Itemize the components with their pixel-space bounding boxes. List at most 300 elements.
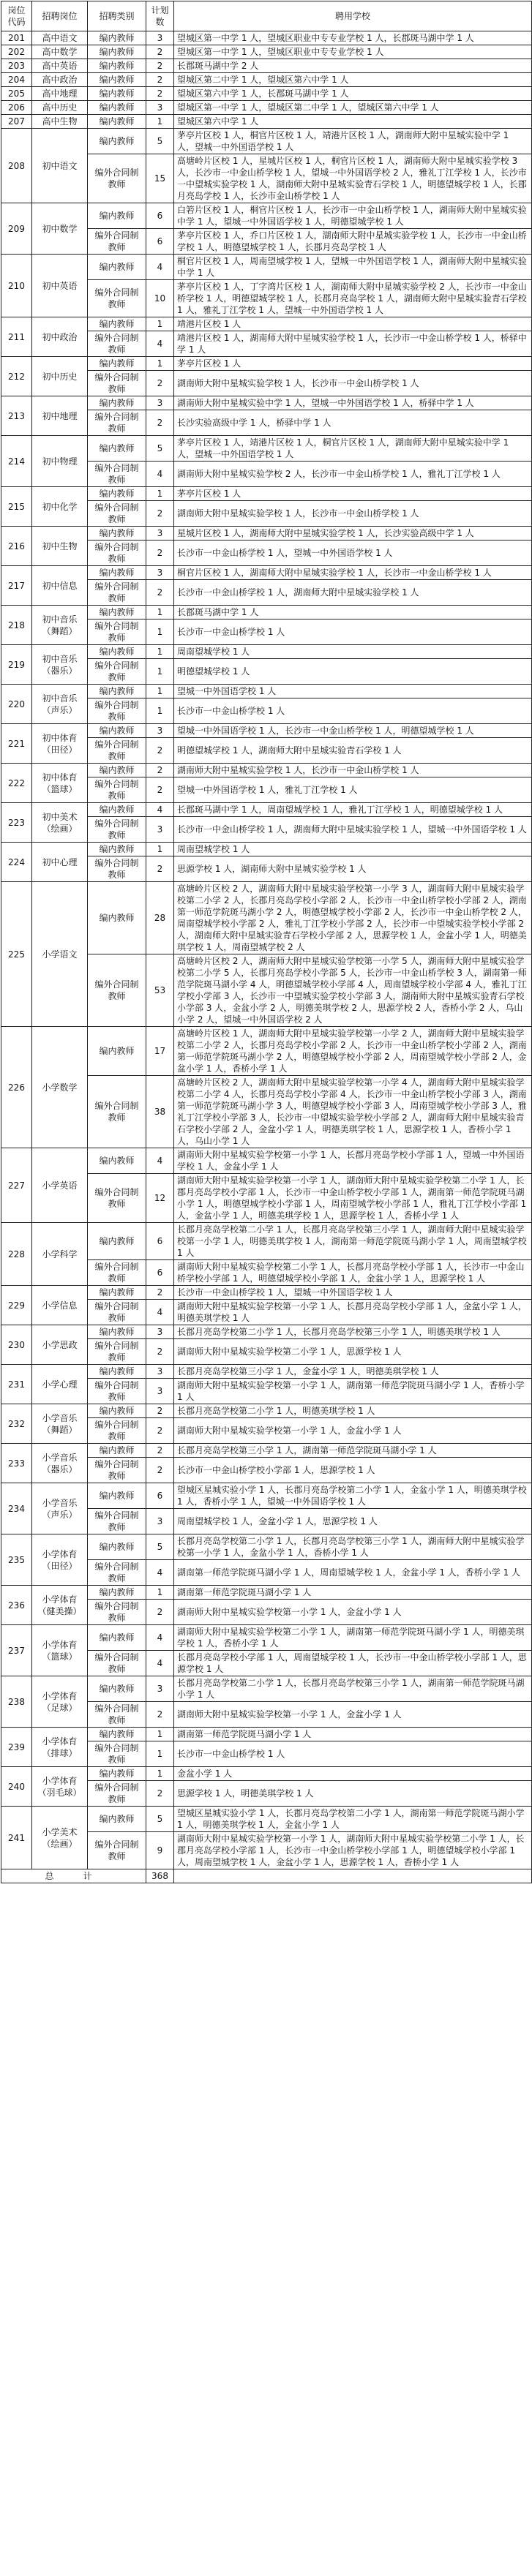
schools-cell: 湖南师大附中星城实验学校第一小学 1 人，湖南师大附中星城实验学校第二小学 1 人，长郡月亮岛学校小学部 1 人，长沙市一中金山桥学校小学部 1 人，明德望城学校小学部 1 人，周南望城学校 1 人，金盆小学 1 人，思源学校 1 人，香桥小学 1 人 — [174, 1832, 532, 1869]
schools-cell: 长郡月亮岛学校第三小学 1 人，金盆小学 1 人，明德美琪学校 1 人 — [174, 1365, 532, 1379]
category-cell: 编内教师 — [88, 87, 146, 101]
post-code-cell: 228 — [1, 1223, 32, 1286]
category-cell: 编内教师 — [88, 1444, 146, 1458]
post-code-cell: 223 — [1, 803, 32, 843]
plan-count-cell: 1 — [146, 1586, 174, 1600]
plan-count-cell: 1 — [146, 659, 174, 685]
category-cell: 编外合同制教师 — [88, 280, 146, 317]
plan-count-cell: 17 — [146, 1027, 174, 1076]
post-code-cell: 237 — [1, 1625, 32, 1676]
post-name-cell: 初中英语 — [32, 255, 88, 317]
plan-count-cell: 2 — [146, 764, 174, 777]
post-code-cell: 231 — [1, 1365, 32, 1404]
plan-count-cell: 2 — [146, 1458, 174, 1483]
total-row — [1, 1869, 532, 1883]
plan-count-cell: 2 — [146, 410, 174, 436]
post-code-cell: 215 — [1, 487, 32, 527]
plan-count-cell: 3 — [146, 1676, 174, 1702]
post-code-cell: 212 — [1, 357, 32, 396]
schools-cell: 湖南师大附中星城实验学校 1 人，长沙市一中金山桥学校 1 人 — [174, 501, 532, 527]
plan-count-cell: 1 — [146, 317, 174, 331]
post-name-cell: 初中地理 — [32, 396, 88, 436]
post-name-cell: 高中生物 — [32, 115, 88, 129]
category-cell: 编内教师 — [88, 724, 146, 738]
table-row — [1, 396, 532, 410]
table-row — [1, 1728, 532, 1741]
table-row — [1, 1444, 532, 1458]
table-row — [1, 724, 532, 738]
post-code-cell: 233 — [1, 1444, 32, 1483]
schools-cell: 茅亭片区校 1 人，桐官片区校 1 人，靖港片区校 1 人，湖南师大附中星城实验中学 1 人，望城一中外国语学校 1 人 — [174, 129, 532, 154]
post-code-cell: 211 — [1, 317, 32, 357]
total-value: 368 — [146, 1869, 174, 1883]
category-cell: 编内教师 — [88, 566, 146, 580]
schools-cell: 桐官片区校 1 人，周南望城学校 1 人，望城一中外国语学校 1 人，湖南师大附中星城实验中学 1 人 — [174, 255, 532, 280]
category-cell: 编外合同制教师 — [88, 1509, 146, 1534]
table-row — [1, 87, 532, 101]
post-code-cell: 222 — [1, 764, 32, 803]
category-cell: 编外合同制教师 — [88, 410, 146, 436]
schools-cell: 湖南第一师范学院斑马湖小学 1 人，周南望城学校 1 人，金盆小学 1 人，香桥小学 1 人 — [174, 1560, 532, 1586]
post-name-cell: 初中化学 — [32, 487, 88, 527]
table-row — [1, 606, 532, 619]
category-cell: 编内教师 — [88, 357, 146, 371]
plan-count-cell: 5 — [146, 1807, 174, 1832]
schools-cell: 湖南师大附中星城实验学校第一小学 1 人，金盆小学 1 人 — [174, 1600, 532, 1625]
schools-cell: 思源学校 1 人，明德美琪学校 1 人 — [174, 1781, 532, 1807]
plan-count-cell: 6 — [146, 1223, 174, 1260]
post-name-cell: 初中体育（田径） — [32, 724, 88, 764]
schools-cell: 高塘岭片区校 2 人，湖南师大附中星城实验学校第一小学 4 人，湖南师大附中星城实验学校第二小学 4 人，长郡月亮岛学校小学部 4 人，长沙市一中金山桥学校小学部 3 人，湖南第一师范学院斑马湖小学 3 人，明德望城学校小学部 3 人，周南望城学校小学部 3 人，雅礼丁江学校小学部 3 人，长沙市一中望城实验学校小学部 2 人，湖南师大附中星城实验青石学校小学部 2 人，金盆小学 1 人，明德美琪学校 1 人，思源学校 1 人，香桥小学 1 人，乌山小学 1 人 — [174, 1076, 532, 1148]
schools-cell: 湖南师大附中星城实验学校 1 人，长沙市一中金山桥学校 1 人 — [174, 764, 532, 777]
table-row — [1, 317, 532, 331]
post-code-cell: 209 — [1, 203, 32, 255]
plan-count-cell: 2 — [146, 1339, 174, 1365]
table-row — [1, 255, 532, 280]
post-name-cell: 小学音乐（器乐） — [32, 1444, 88, 1483]
category-cell: 编内教师 — [88, 606, 146, 619]
category-cell: 编外合同制教师 — [88, 856, 146, 882]
category-cell: 编内教师 — [88, 1586, 146, 1600]
plan-count-cell: 1 — [146, 487, 174, 501]
post-code-cell: 230 — [1, 1325, 32, 1365]
schools-cell: 长郡月亮岛学校第二小学 1 人，长郡月亮岛学校第三小学 1 人，湖南师大附中星城实验学校第一小学 1 人，明德美琪学校 1 人，湖南第一师范学院斑马湖小学 1 人，周南望城学校 1 人 — [174, 1223, 532, 1260]
category-cell: 编外合同制教师 — [88, 1076, 146, 1148]
category-cell: 编内教师 — [88, 255, 146, 280]
post-name-cell: 高中历史 — [32, 101, 88, 115]
category-cell: 编外合同制教师 — [88, 777, 146, 803]
category-cell: 编内教师 — [88, 1534, 146, 1560]
plan-count-cell: 3 — [146, 31, 174, 45]
post-code-cell: 234 — [1, 1483, 32, 1534]
category-cell: 编内教师 — [88, 1728, 146, 1741]
post-name-cell: 高中数学 — [32, 45, 88, 59]
table-row — [1, 436, 532, 462]
plan-count-cell: 2 — [146, 45, 174, 59]
schools-cell: 湖南师大附中星城实验学校第二小学 1 人，长郡月亮岛学校小学部 1 人，长沙市一中金山桥学校小学部 1 人，明德望城学校小学部 1 人，金盆小学 1 人，思源学校 1 人 — [174, 1260, 532, 1286]
schools-cell: 长沙市一中金山桥学校 1 人 — [174, 619, 532, 645]
post-name-cell: 初中音乐（器乐） — [32, 645, 88, 685]
schools-cell: 湖南师大附中星城实验学校第一小学 1 人，长郡月亮岛学校小学部 1 人，金盆小学 1 人，明德美琪学校 1 人 — [174, 1300, 532, 1325]
post-code-cell: 206 — [1, 101, 32, 115]
post-name-cell: 初中生物 — [32, 527, 88, 566]
category-cell: 编外合同制教师 — [88, 501, 146, 527]
schools-cell: 高塘岭片区校 1 人，湖南师大附中星城实验学校第一小学 2 人，湖南师大附中星城实验学校第二小学 2 人，长郡月亮岛学校小学部 2 人，长沙市一中金山桥学校小学部 2 人，湖南第一师范学院斑马湖小学 2 人，明德望城学校小学部 2 人，周南望城学校小学部 2 人，金盆小学 1 人，香桥小学 1 人 — [174, 1027, 532, 1076]
schools-cell: 望城一中外国语学校 1 人，雅礼丁江学校 1 人 — [174, 777, 532, 803]
table-row — [1, 1586, 532, 1600]
table-row — [1, 527, 532, 541]
post-name-cell: 小学体育（排球） — [32, 1728, 88, 1767]
schools-cell: 长郡月亮岛学校第二小学 1 人，长郡月亮岛学校第三小学 1 人，明德美琪学校 1 人 — [174, 1325, 532, 1339]
schools-cell: 望城一中外国语学校 1 人 — [174, 685, 532, 698]
post-name-cell: 初中信息 — [32, 566, 88, 606]
category-cell: 编内教师 — [88, 645, 146, 659]
plan-count-cell: 53 — [146, 954, 174, 1027]
category-cell: 编外合同制教师 — [88, 1781, 146, 1807]
schools-cell: 望城区第二中学 1 人，望城区第六中学 1 人 — [174, 73, 532, 87]
table-row — [1, 45, 532, 59]
post-name-cell: 高中语文 — [32, 31, 88, 45]
schools-cell: 长郡月亮岛学校第二小学 1 人，长郡月亮岛学校第三小学 1 人，湖南师大附中星城实验学校第一小学 1 人，金盆小学 1 人，香桥小学 1 人 — [174, 1534, 532, 1560]
plan-count-cell: 2 — [146, 1286, 174, 1300]
plan-count-cell: 3 — [146, 396, 174, 410]
schools-cell: 望城区第六中学 1 人，长郡斑马湖中学 1 人 — [174, 87, 532, 101]
plan-count-cell: 2 — [146, 541, 174, 566]
schools-cell: 望城区第一中学 1 人，望城区职业中专专业学校 1 人，长郡斑马湖中学 1 人 — [174, 31, 532, 45]
category-cell: 编内教师 — [88, 317, 146, 331]
category-cell: 编外合同制教师 — [88, 154, 146, 203]
post-name-cell: 小学思政 — [32, 1325, 88, 1365]
post-name-cell: 初中体育（篮球） — [32, 764, 88, 803]
plan-count-cell: 2 — [146, 580, 174, 606]
schools-cell: 长沙市一中金山桥学校 1 人，湖南师大附中星城实验学校 1 人 — [174, 580, 532, 606]
post-name-cell: 高中英语 — [32, 59, 88, 73]
table-row — [1, 1148, 532, 1174]
category-cell: 编外合同制教师 — [88, 1379, 146, 1404]
table-row — [1, 31, 532, 45]
post-name-cell: 小学体育（足球） — [32, 1676, 88, 1728]
plan-count-cell: 2 — [146, 73, 174, 87]
post-code-cell: 219 — [1, 645, 32, 685]
category-cell: 编外合同制教师 — [88, 1560, 146, 1586]
table-row — [1, 115, 532, 129]
post-name-cell: 小学体育（篮球） — [32, 1625, 88, 1676]
post-code-cell: 201 — [1, 31, 32, 45]
post-name-cell: 高中地理 — [32, 87, 88, 101]
category-cell: 编外合同制教师 — [88, 659, 146, 685]
schools-cell: 靖港片区校 1 人 — [174, 317, 532, 331]
category-cell: 编外合同制教师 — [88, 1174, 146, 1223]
plan-count-cell: 2 — [146, 87, 174, 101]
schools-cell: 茅亭片区校 1 人，乔口片区校 1 人，湖南师大附中星城实验学校 1 人，长沙市一中金山桥学校 1 人，明德望城学校 1 人，长郡月亮岛学校 1 人 — [174, 229, 532, 255]
plan-count-cell: 1 — [146, 1767, 174, 1781]
category-cell: 编外合同制教师 — [88, 738, 146, 764]
table-row — [1, 1223, 532, 1260]
post-name-cell: 小学音乐（声乐） — [32, 1483, 88, 1534]
plan-count-cell: 2 — [146, 1404, 174, 1418]
plan-count-cell: 4 — [146, 1300, 174, 1325]
category-cell: 编内教师 — [88, 436, 146, 462]
category-cell: 编外合同制教师 — [88, 1339, 146, 1365]
plan-count-cell: 5 — [146, 1534, 174, 1560]
header-row — [1, 1, 532, 31]
post-code-cell: 241 — [1, 1807, 32, 1869]
schools-cell: 长沙实验高级中学 1 人，桥驿中学 1 人 — [174, 410, 532, 436]
schools-cell: 望城区星城实验小学 1 人，长郡月亮岛学校第二小学 1 人，金盆小学 1 人，明德美琪学校 1 人，香桥小学 1 人，望城一中外国语学校 1 人 — [174, 1483, 532, 1509]
category-cell: 编内教师 — [88, 487, 146, 501]
category-cell: 编内教师 — [88, 396, 146, 410]
post-code-cell: 221 — [1, 724, 32, 764]
plan-count-cell: 1 — [146, 698, 174, 724]
schools-cell: 茅亭片区校 1 人 — [174, 357, 532, 371]
plan-count-cell: 5 — [146, 436, 174, 462]
plan-count-cell: 1 — [146, 1728, 174, 1741]
schools-cell: 高塘岭片区校 1 人，星城片区校 1 人，桐官片区校 1 人，湖南师大附中星城实验学校 3 人，长沙市一中金山桥学校 1 人，望城一中外国语学校 2 人，雅礼丁江学校 1 人，长沙市一中望城实验学校 1 人，湖南师大附中星城实验青石学校 1 人，明德望城学校 1 人，长郡月亮岛学校 1 人，长沙市金山桥学校 1 人 — [174, 154, 532, 203]
plan-count-cell: 4 — [146, 803, 174, 817]
schools-cell: 星城片区校 1 人，湖南师大附中星城实验学校 1 人，长沙实验高级中学 1 人 — [174, 527, 532, 541]
schools-cell: 明德望城学校 1 人，湖南师大附中星城实验青石学校 1 人 — [174, 738, 532, 764]
table-row — [1, 1767, 532, 1781]
post-code-cell: 210 — [1, 255, 32, 317]
category-cell: 编内教师 — [88, 1767, 146, 1781]
table-row — [1, 129, 532, 154]
category-cell: 编外合同制教师 — [88, 1741, 146, 1767]
plan-count-cell: 4 — [146, 1560, 174, 1586]
post-code-cell: 227 — [1, 1148, 32, 1223]
plan-count-cell: 1 — [146, 685, 174, 698]
schools-cell: 茅亭片区校 1 人，丁字湾片区校 1 人，湖南师大附中星城实验学校 2 人，长沙市一中金山桥学校 1 人，明德望城学校 1 人，长郡月亮岛学校 1 人，湖南师大附中星城实验青石学校 1 人，雅礼丁江学校 1 人，望城一中外国语学校 1 人 — [174, 280, 532, 317]
schools-cell: 湖南第一师范学院斑马湖小学 1 人 — [174, 1728, 532, 1741]
table-row — [1, 101, 532, 115]
category-cell: 编内教师 — [88, 1223, 146, 1260]
category-cell: 编内教师 — [88, 882, 146, 954]
post-code-cell: 220 — [1, 685, 32, 724]
post-name-cell: 小学体育（羽毛球） — [32, 1767, 88, 1807]
category-cell: 编外合同制教师 — [88, 817, 146, 843]
post-name-cell: 小学数学 — [32, 1027, 88, 1148]
category-cell: 编外合同制教师 — [88, 229, 146, 255]
schools-cell: 长沙市一中金山桥学校小学部 1 人，思源学校 1 人 — [174, 1458, 532, 1483]
category-cell: 编外合同制教师 — [88, 462, 146, 487]
plan-count-cell: 4 — [146, 1651, 174, 1676]
category-cell: 编外合同制教师 — [88, 580, 146, 606]
post-name-cell: 小学语文 — [32, 882, 88, 1027]
plan-count-cell: 3 — [146, 527, 174, 541]
plan-count-cell: 3 — [146, 566, 174, 580]
post-name-cell: 高中政治 — [32, 73, 88, 87]
schools-cell: 长沙市一中金山桥学校 1 人 — [174, 698, 532, 724]
schools-cell: 长沙市一中金山桥学校 1 人，望城一中外国语学校 1 人 — [174, 541, 532, 566]
category-cell: 编内教师 — [88, 1483, 146, 1509]
category-cell: 编外合同制教师 — [88, 619, 146, 645]
category-cell: 编内教师 — [88, 73, 146, 87]
post-name-cell: 初中物理 — [32, 436, 88, 487]
plan-count-cell: 1 — [146, 606, 174, 619]
post-name-cell: 小学音乐（舞蹈） — [32, 1404, 88, 1444]
schools-cell: 周南望城学校 1 人 — [174, 645, 532, 659]
total-label: 总 计 — [1, 1869, 146, 1883]
category-cell: 编内教师 — [88, 31, 146, 45]
plan-count-cell: 1 — [146, 115, 174, 129]
plan-count-cell: 6 — [146, 1260, 174, 1286]
category-cell: 编外合同制教师 — [88, 1300, 146, 1325]
post-code-cell: 224 — [1, 843, 32, 882]
plan-count-cell: 3 — [146, 1509, 174, 1534]
post-name-cell: 初中音乐（声乐） — [32, 685, 88, 724]
category-cell: 编外合同制教师 — [88, 1458, 146, 1483]
header-post-code: 岗位代码 — [1, 1, 32, 31]
category-cell: 编内教师 — [88, 45, 146, 59]
schools-cell: 长郡月亮岛学校第二小学 1 人，明德美琪学校 1 人 — [174, 1404, 532, 1418]
plan-count-cell: 2 — [146, 777, 174, 803]
plan-count-cell: 2 — [146, 371, 174, 396]
post-name-cell: 初中数学 — [32, 203, 88, 255]
schools-cell: 长郡月亮岛学校第三小学 1 人，湖南第一师范学院斑马湖小学 1 人 — [174, 1444, 532, 1458]
category-cell: 编内教师 — [88, 115, 146, 129]
post-name-cell: 初中美术（绘画） — [32, 803, 88, 843]
total-empty-cell — [174, 1869, 532, 1883]
category-cell: 编外合同制教师 — [88, 1418, 146, 1444]
plan-count-cell: 1 — [146, 357, 174, 371]
category-cell: 编内教师 — [88, 843, 146, 856]
schools-cell: 长郡斑马湖中学 1 人，周南望城学校 1 人，雅礼丁江学校 1 人，明德望城学校 1 人 — [174, 803, 532, 817]
plan-count-cell: 3 — [146, 1379, 174, 1404]
plan-count-cell: 2 — [146, 59, 174, 73]
category-cell: 编内教师 — [88, 1286, 146, 1300]
post-code-cell: 238 — [1, 1676, 32, 1728]
plan-count-cell: 28 — [146, 882, 174, 954]
schools-cell: 望城区星城实验小学 1 人，长郡月亮岛学校第二小学 1 人，湖南第一师范学院斑马湖小学 1 人，明德美琪学校 1 人，金盆小学 1 人 — [174, 1807, 532, 1832]
category-cell: 编外合同制教师 — [88, 1260, 146, 1286]
category-cell: 编内教师 — [88, 1365, 146, 1379]
schools-cell: 思源学校 1 人，湖南师大附中星城实验学校 1 人 — [174, 856, 532, 882]
post-code-cell: 207 — [1, 115, 32, 129]
header-category: 招聘类别 — [88, 1, 146, 31]
plan-count-cell: 4 — [146, 1625, 174, 1651]
category-cell: 编内教师 — [88, 1625, 146, 1651]
schools-cell: 长郡斑马湖中学 2 人 — [174, 59, 532, 73]
schools-cell: 湖南师大附中星城实验学校 2 人，长沙市一中金山桥学校 1 人，雅礼丁江学校 1 人 — [174, 462, 532, 487]
plan-count-cell: 3 — [146, 1325, 174, 1339]
plan-count-cell: 6 — [146, 203, 174, 229]
plan-count-cell: 4 — [146, 255, 174, 280]
post-name-cell: 小学体育（健美操） — [32, 1586, 88, 1625]
plan-count-cell: 10 — [146, 280, 174, 317]
table-row — [1, 1286, 532, 1300]
post-code-cell: 218 — [1, 606, 32, 645]
table-row — [1, 843, 532, 856]
schools-cell: 周南望城学校 1 人 — [174, 843, 532, 856]
schools-cell: 湖南师大附中星城实验学校第二小学 1 人，湖南第一师范学院斑马湖小学 1 人，明德美琪学校 1 人，香桥小学 1 人 — [174, 1625, 532, 1651]
table-row — [1, 645, 532, 659]
category-cell: 编外合同制教师 — [88, 541, 146, 566]
table-row — [1, 1807, 532, 1832]
schools-cell: 望城区第一中学 1 人，望城区第二中学 1 人，望城区第六中学 1 人 — [174, 101, 532, 115]
post-code-cell: 203 — [1, 59, 32, 73]
schools-cell: 周南望城学校 1 人，金盆小学 1 人，思源学校 1 人 — [174, 1509, 532, 1534]
schools-cell: 靖港片区校 1 人，湖南师大附中星城实验学校 1 人，长沙市一中金山桥学校 1 人，桥驿中学 1 人 — [174, 331, 532, 357]
post-name-cell: 初中心理 — [32, 843, 88, 882]
schools-cell: 高塘岭片区校 2 人，湖南师大附中星城实验学校第一小学 3 人，湖南师大附中星城实验学校第二小学 2 人，长郡月亮岛学校小学部 2 人，长沙市一中金山桥学校小学部 2 人，湖南第一师范学院斑马湖小学 2 人，明德望城学校小学部 2 人，长沙市一中金山桥学校 2 人，周南望城学校小学部 2 人，雅礼丁江学校小学部 2 人，长沙市一中望城实验学校小学部 2 人，湖南师大附中星城实验青石学校小学部 2 人，思源学校 1 人，金盆小学 1 人，明德美琪学校 1 人，周南望城学校 2 人 — [174, 882, 532, 954]
schools-cell: 湖南师大附中星城实验学校 1 人，长沙市一中金山桥学校 1 人 — [174, 371, 532, 396]
schools-cell: 望城区第一中学 1 人，望城区职业中专专业学校 1 人 — [174, 45, 532, 59]
schools-cell: 望城区第六中学 1 人 — [174, 115, 532, 129]
post-code-cell: 240 — [1, 1767, 32, 1807]
schools-cell: 长郡月亮岛学校小学部 1 人，周南望城学校 1 人，长沙市一中金山桥学校小学部 1 人，思源学校 1 人 — [174, 1651, 532, 1676]
post-code-cell: 214 — [1, 436, 32, 487]
post-name-cell: 小学体育（田径） — [32, 1534, 88, 1586]
category-cell: 编外合同制教师 — [88, 331, 146, 357]
schools-cell: 湖南师大附中星城实验学校第一小学 1 人，长郡月亮岛学校小学部 1 人，望城一中外国语学校 1 人，金盆小学 1 人 — [174, 1148, 532, 1174]
header-post: 招聘岗位 — [32, 1, 88, 31]
plan-count-cell: 3 — [146, 724, 174, 738]
category-cell: 编内教师 — [88, 527, 146, 541]
post-code-cell: 208 — [1, 129, 32, 203]
schools-cell: 湖南师大附中星城实验学校第一小学 1 人，湖南师大附中星城实验学校第二小学 1 人，长郡月亮岛学校小学部 1 人，长沙市一中金山桥学校小学部 1 人，湖南第一师范学院斑马湖小学 1 人，明德望城学校小学部 1 人，周南望城学校小学部 1 人，雅礼丁江学校小学部 1 人，金盆小学 1 人，明德美琪学校 1 人，思源学校 1 人，香桥小学 1 人 — [174, 1174, 532, 1223]
schools-cell: 湖南师大附中星城实验学校第一小学 1 人，金盆小学 1 人 — [174, 1702, 532, 1728]
schools-cell: 长沙市一中金山桥学校 1 人 — [174, 1741, 532, 1767]
table-row — [1, 1625, 532, 1651]
recruitment-table — [1, 1, 532, 1883]
post-code-cell: 239 — [1, 1728, 32, 1767]
schools-cell: 高塘岭片区校 2 人，湖南师大附中星城实验学校第一小学 5 人，湖南师大附中星城实验学校第二小学 5 人，长郡月亮岛学校小学部 5 人，长沙市一中金山桥学校 3 人，湖南第一师范学院斑马湖小学 4 人，明德望城学校小学部 4 人，周南望城学校小学部 4 人，雅礼丁江学校小学部 3 人，长沙市一中望城实验学校小学部 3 人，湖南师大附中星城实验青石学校小学部 3 人，金盆小学 2 人，明德美琪学校 2 人，思源学校 2 人，香桥小学 2 人，乌山小学 2 人，望城一中外国语学校 2 人 — [174, 954, 532, 1027]
plan-count-cell: 3 — [146, 817, 174, 843]
category-cell: 编外合同制教师 — [88, 1600, 146, 1625]
table-row — [1, 73, 532, 87]
plan-count-cell: 1 — [146, 619, 174, 645]
category-cell: 编内教师 — [88, 1404, 146, 1418]
plan-count-cell: 38 — [146, 1076, 174, 1148]
plan-count-cell: 15 — [146, 154, 174, 203]
schools-cell: 茅亭片区校 1 人，靖港片区校 1 人，桐官片区校 1 人，湖南师大附中星城实验中学 1 人，望城一中外国语学校 1 人 — [174, 436, 532, 462]
post-code-cell: 229 — [1, 1286, 32, 1325]
header-plan-count: 计划数 — [146, 1, 174, 31]
category-cell: 编内教师 — [88, 1676, 146, 1702]
plan-count-cell: 2 — [146, 1418, 174, 1444]
schools-cell: 明德望城学校 1 人 — [174, 659, 532, 685]
table-row — [1, 1534, 532, 1560]
category-cell: 编外合同制教师 — [88, 1651, 146, 1676]
category-cell: 编内教师 — [88, 59, 146, 73]
schools-cell: 望城一中外国语学校 1 人，长沙市一中金山桥学校 1 人，明德望城学校 1 人 — [174, 724, 532, 738]
plan-count-cell: 4 — [146, 331, 174, 357]
plan-count-cell: 9 — [146, 1832, 174, 1869]
plan-count-cell: 2 — [146, 856, 174, 882]
plan-count-cell: 4 — [146, 1148, 174, 1174]
table-row — [1, 59, 532, 73]
category-cell: 编内教师 — [88, 764, 146, 777]
post-code-cell: 232 — [1, 1404, 32, 1444]
post-code-cell: 205 — [1, 87, 32, 101]
category-cell: 编内教师 — [88, 685, 146, 698]
post-code-cell: 216 — [1, 527, 32, 566]
category-cell: 编外合同制教师 — [88, 371, 146, 396]
schools-cell: 湖南第一师范学院斑马湖小学 1 人 — [174, 1586, 532, 1600]
post-code-cell: 236 — [1, 1586, 32, 1625]
table-row — [1, 1483, 532, 1509]
category-cell: 编内教师 — [88, 1027, 146, 1076]
post-code-cell: 226 — [1, 1027, 32, 1148]
table-row — [1, 803, 532, 817]
schools-cell: 桐官片区校 1 人，湖南师大附中星城实验学校 1 人，长沙市一中金山桥学校 1 人 — [174, 566, 532, 580]
category-cell: 编内教师 — [88, 203, 146, 229]
category-cell: 编内教师 — [88, 1325, 146, 1339]
table-row — [1, 882, 532, 954]
post-name-cell: 小学美术（绘画） — [32, 1807, 88, 1869]
post-name-cell: 小学信息 — [32, 1286, 88, 1325]
post-name-cell: 小学英语 — [32, 1148, 88, 1223]
schools-cell: 白箬片区校 1 人，桐官片区校 1 人，长沙市一中金山桥学校 1 人，湖南师大附中星城实验中学 1 人，望城一中外国语学校 1 人，明德望城学校 1 人 — [174, 203, 532, 229]
